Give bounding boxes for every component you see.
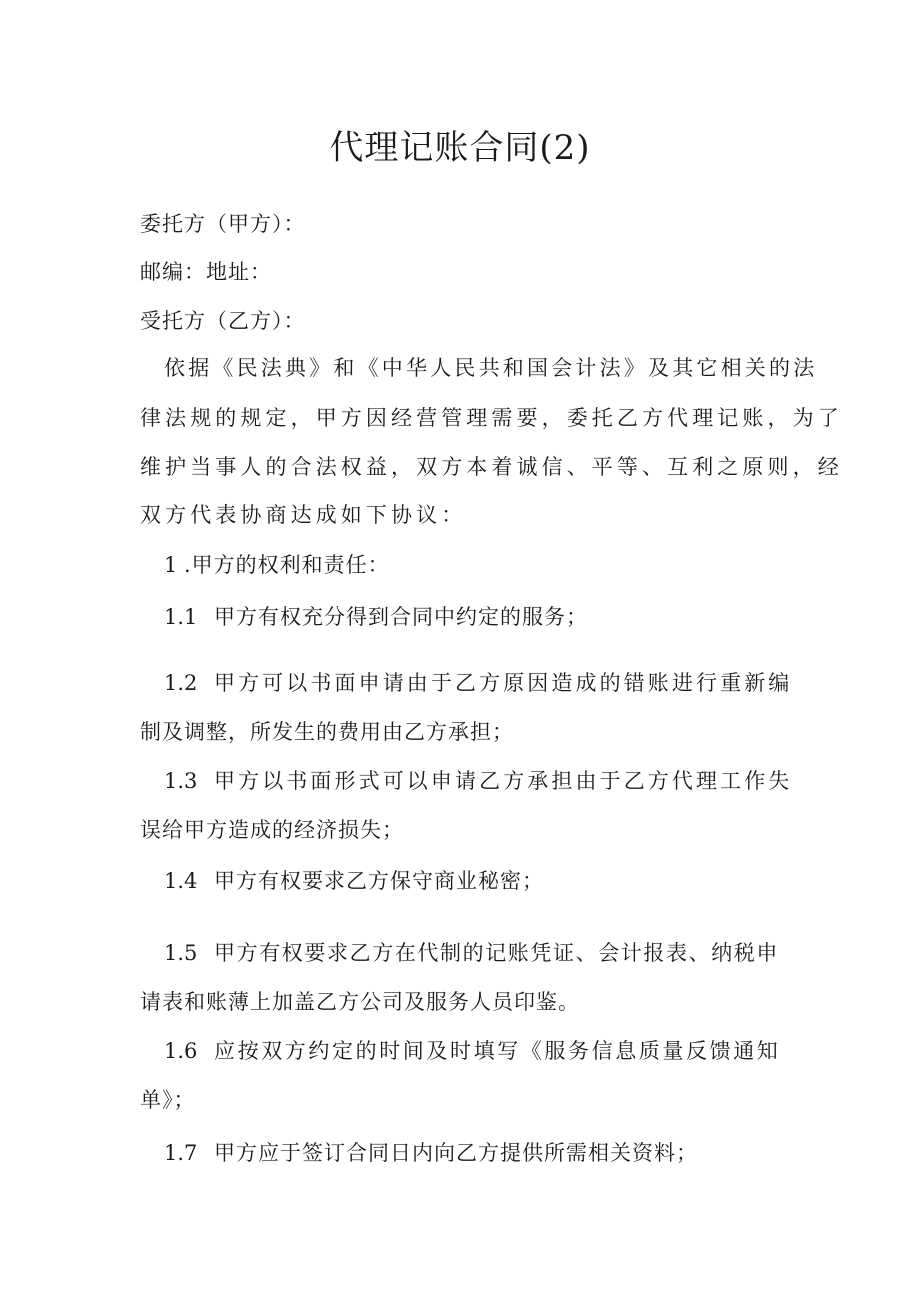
intro-line-3: 维护当事人的合法权益，双方本着诚信、平等、互利之原则，经 xyxy=(140,455,843,479)
clause-number: 1.3 xyxy=(164,769,198,793)
intro-line-4: 双方代表协商达成如下协议： xyxy=(140,503,467,527)
clause-1-5 xyxy=(164,938,779,968)
clause-text: 甲方可以书面申请由于乙方原因造成的错账进行重新编 xyxy=(214,671,793,695)
clause-number: 1.2 xyxy=(164,671,198,695)
clause-1-1 xyxy=(164,602,588,632)
clause-number: 1.6 xyxy=(164,1039,198,1063)
clause-text: 甲方有权要求乙方保守商业秘密； xyxy=(214,869,544,893)
section-heading-text: .甲方的权利和责任： xyxy=(184,553,390,577)
clause-1-2 xyxy=(164,668,792,698)
clause-text: 甲方有权充分得到合同中约定的服务； xyxy=(214,605,588,629)
header-line-address: 邮编：地址： xyxy=(140,260,272,284)
clause-number: 1.1 xyxy=(164,605,198,629)
clause-text: 甲方有权要求乙方在代制的记账凭证、会计报表、纳税申 xyxy=(214,941,779,965)
clause-1-3 xyxy=(164,766,792,796)
clause-1-7 xyxy=(164,1138,698,1168)
intro-line-1: 依据《民法典》和《中华人民共和国会计法》及其它相关的法 xyxy=(164,356,818,380)
document-title: 代理记账合同(2) xyxy=(329,128,591,168)
intro-line-2: 律法规的规定，甲方因经营管理需要，委托乙方代理记账，为了 xyxy=(140,406,843,430)
clause-number: 1.5 xyxy=(164,941,198,965)
header-line-client: 委托方（甲方）： xyxy=(140,212,306,236)
clause-text: 甲方以书面形式可以申请乙方承担由于乙方代理工作失 xyxy=(214,769,793,793)
clause-1-4 xyxy=(164,866,544,896)
clause-1-5-cont: 请表和账薄上加盖乙方公司及服务人员印鉴。 xyxy=(140,990,580,1014)
clause-text: 应按双方约定的时间及时填写《服务信息质量反馈通知 xyxy=(214,1039,781,1063)
section-1-heading xyxy=(164,550,390,580)
clause-1-2-cont: 制及调整，所发生的费用由乙方承担； xyxy=(140,720,514,744)
clause-1-6 xyxy=(164,1036,780,1066)
section-number: 1 xyxy=(164,553,178,577)
clause-1-3-cont: 误给甲方造成的经济损失； xyxy=(140,818,404,842)
clause-text: 甲方应于签订合同日内向乙方提供所需相关资料； xyxy=(214,1141,698,1165)
clause-1-6-cont: 单》； xyxy=(140,1088,196,1112)
header-line-agent: 受托方（乙方）： xyxy=(140,309,306,333)
clause-number: 1.4 xyxy=(164,869,198,893)
clause-number: 1.7 xyxy=(164,1141,198,1165)
